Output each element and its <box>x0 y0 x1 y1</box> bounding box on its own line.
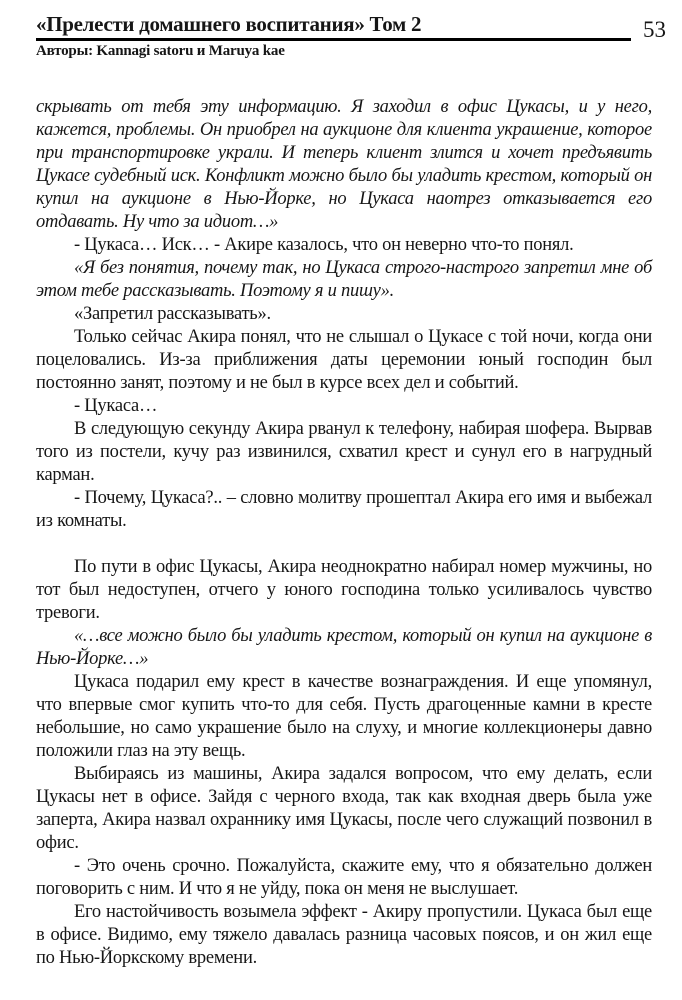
header-rule <box>36 12 631 41</box>
authors-line: Авторы: Kannagi satoru и Maruya kae <box>36 43 285 59</box>
paragraph: - Это очень срочно. Пожалуйста, скажите ему, что я обязательно должен поговорить с ним. И что я не уйду, пока он меня не выслушает. <box>36 856 652 899</box>
page-title: «Прелести домашнего воспитания» Том 2 <box>36 12 422 36</box>
paragraph: Его настойчивость возымела эффект - Акиру пропустили. Цукаса был еще в офисе. Видимо, ему тяжело давалась разница часовых поясов, и он жил еще по Нью-Йоркскому времени. <box>36 902 652 968</box>
paragraph: В следующую секунду Акира рванул к телефону, набирая шофера. Вырвав того из постели, кучу раз извинился, схватил крест и сунул его в нагрудный карман. <box>36 419 652 485</box>
paragraph: «…все можно было бы уладить крестом, который он купил на аукционе в Нью-Йорке…» <box>36 626 652 669</box>
scene-break-spacer <box>36 533 652 556</box>
paragraph: «Я без понятия, почему так, но Цукаса строго-настрого запретил мне об этом тебе рассказывать. Поэтому я и пишу». <box>36 258 652 301</box>
body-text <box>36 96 652 970</box>
paragraph: скрывать от тебя эту информацию. Я заходил в офис Цукасы, и у него, кажется, проблемы. Он приобрел на аукционе для клиента украшение, которое при транспортировке украли. И теперь клиент злится и хочет предъявить Цукасе судебный иск. Конфликт можно было бы уладить крестом, который он купил на аукционе в Нью-Йорке, но Цукаса наотрез отказывается его отдавать. Ну что за идиот…» <box>36 97 652 232</box>
header-row <box>36 12 666 41</box>
paragraph: Выбираясь из машины, Акира задался вопросом, что ему делать, если Цукасы нет в офисе. Зайдя с черного входа, так как входная дверь была уже заперта, Акира назвал охраннику имя Цукасы, после чего служащий позвонил в офис. <box>36 764 652 853</box>
paragraph: Только сейчас Акира понял, что не слышал о Цукасе с той ночи, когда они поцеловались. Из-за приближения даты церемонии юный господин был постоянно занят, поэтому и не был в курсе всех дел и событий. <box>36 327 652 393</box>
paragraph: - Почему, Цукаса?.. – словно молитву прошептал Акира его имя и выбежал из комнаты. <box>36 488 652 531</box>
paragraph: - Цукаса… Иск… - Акире казалось, что он неверно что-то понял. <box>74 235 574 255</box>
paragraph: Цукаса подарил ему крест в качестве вознаграждения. И еще упомянул, что впервые смог купить что-то для себя. Пусть драгоценные камни в кресте небольшие, но само украшение было на слуху, и многие коллекционеры давно положили глаз на эту вещь. <box>36 672 652 761</box>
page-number: 53 <box>643 17 666 42</box>
paragraph: По пути в офис Цукасы, Акира неоднократно набирал номер мужчины, но тот был недоступен, отчего у юного господина только усиливалось чувство тревоги. <box>36 557 652 623</box>
paragraph: - Цукаса… <box>74 396 158 416</box>
page-header <box>0 0 682 60</box>
paragraph: «Запретил рассказывать». <box>74 304 271 324</box>
